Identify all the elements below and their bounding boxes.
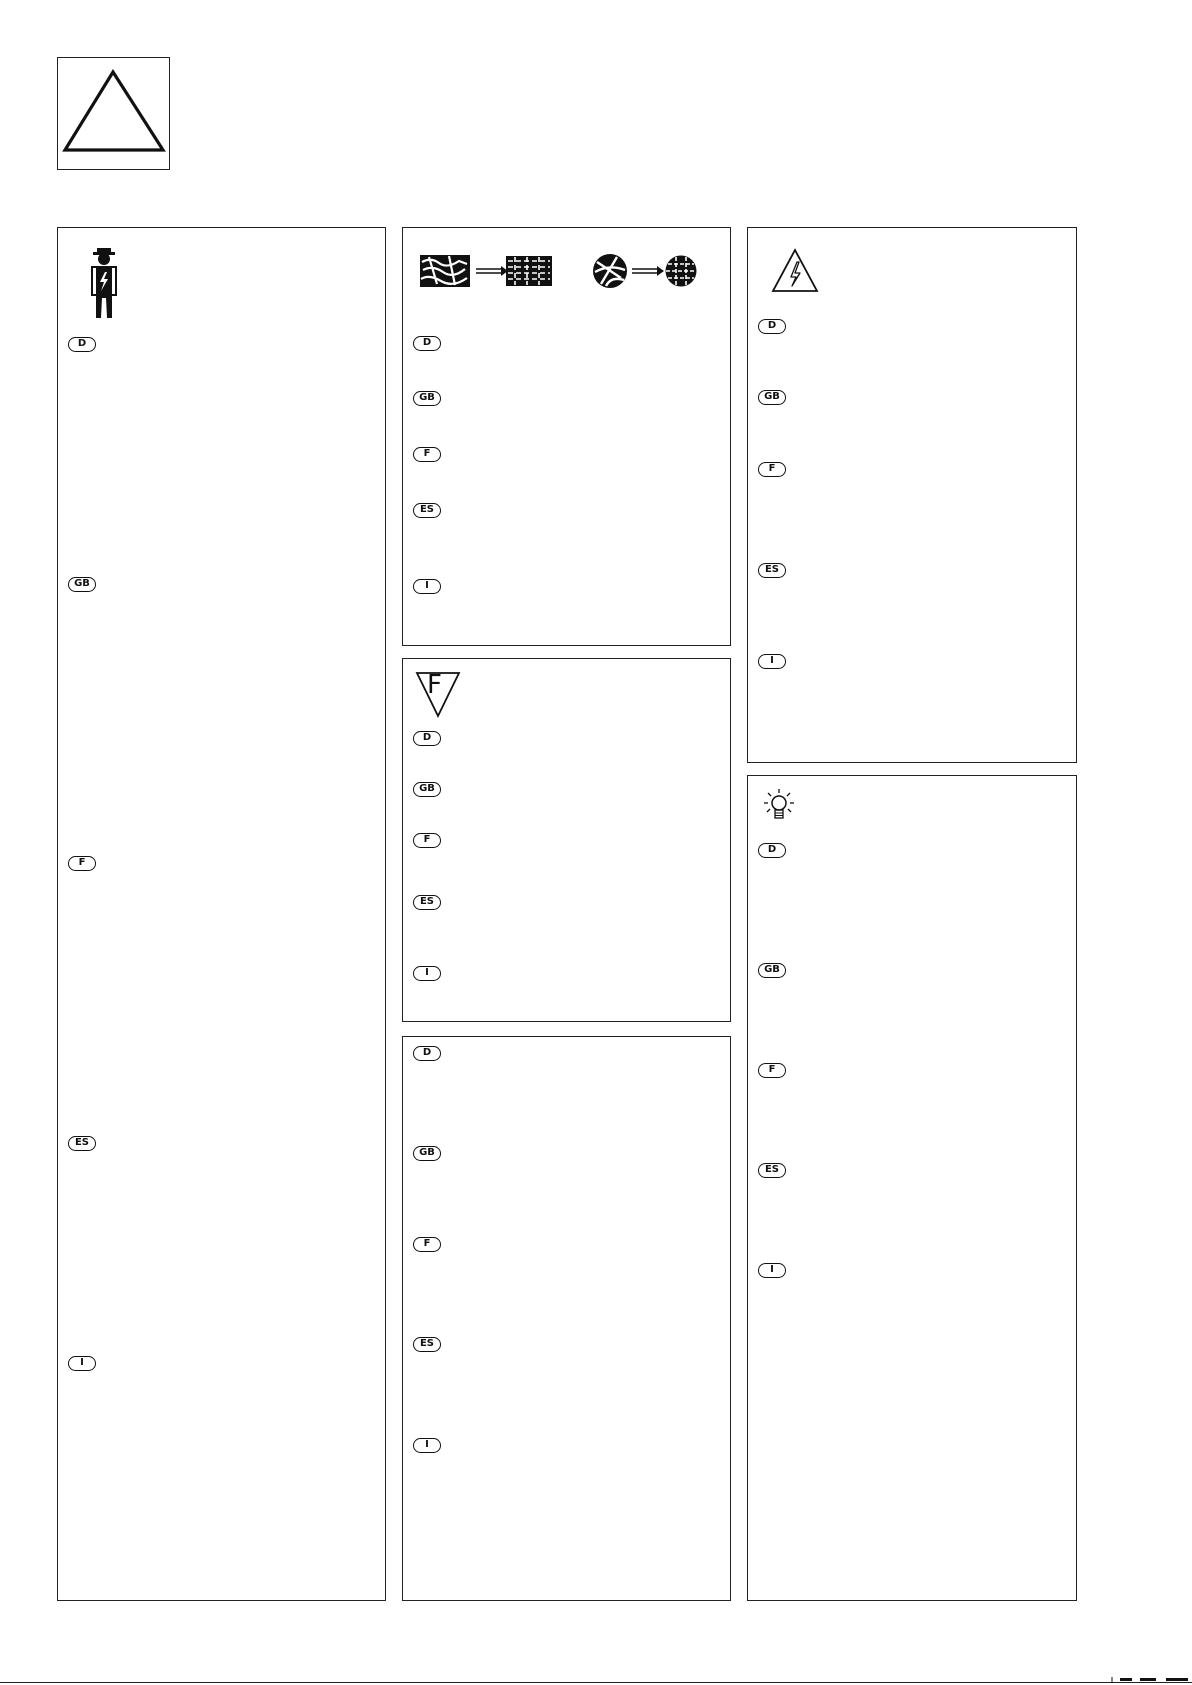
language-badge-i: I <box>68 1356 96 1371</box>
language-badge-gb: GB <box>758 390 786 405</box>
language-badge-d: D <box>758 843 786 858</box>
arrow-right-icon <box>475 266 509 276</box>
language-badge-es: ES <box>413 503 441 518</box>
language-badge-gb: GB <box>758 963 786 978</box>
language-badge-f: F <box>413 833 441 848</box>
language-badge-d: D <box>68 337 96 352</box>
lightbulb-icon <box>762 788 796 824</box>
shredded-disc-icon <box>591 252 629 290</box>
tip-panel <box>747 775 1077 1601</box>
language-badge-d: D <box>413 1046 441 1061</box>
materials-panel <box>402 227 731 646</box>
language-badge-i: I <box>413 966 441 981</box>
language-badge-i: I <box>413 1438 441 1453</box>
language-badge-es: ES <box>68 1136 96 1151</box>
language-badge-i: I <box>758 1263 786 1278</box>
language-badge-f: F <box>758 1063 786 1078</box>
shredded-sheet-icon <box>419 254 471 288</box>
arrow-right-icon <box>631 266 665 276</box>
electric-hazard-panel <box>747 227 1077 763</box>
plain-language-panel <box>402 1036 731 1601</box>
language-badge-es: ES <box>413 895 441 910</box>
high-voltage-warning-icon <box>770 247 820 295</box>
language-badge-gb: GB <box>68 577 96 592</box>
language-badge-f: F <box>758 462 786 477</box>
language-badge-d: D <box>413 336 441 351</box>
language-badge-d: D <box>413 731 441 746</box>
language-badge-f: F <box>68 856 96 871</box>
language-badge-es: ES <box>413 1337 441 1352</box>
language-badge-gb: GB <box>413 1146 441 1161</box>
compacted-disc-icon <box>664 254 698 288</box>
crop-marks-icon <box>1110 1675 1192 1685</box>
language-badge-f: F <box>413 447 441 462</box>
language-badge-i: I <box>413 579 441 594</box>
footer-rule <box>0 1682 1192 1683</box>
language-badge-gb: GB <box>413 391 441 406</box>
electrician-figure-icon <box>84 246 124 322</box>
compacted-sheet-icon <box>505 255 553 287</box>
f-symbol-panel <box>402 658 731 1022</box>
f-symbol-letter: F <box>427 670 442 700</box>
warning-triangle-icon <box>57 57 170 170</box>
warning-box <box>57 57 170 170</box>
electrician-panel <box>57 227 386 1601</box>
language-badge-i: I <box>758 654 786 669</box>
language-badge-d: D <box>758 319 786 334</box>
language-badge-f: F <box>413 1237 441 1252</box>
language-badge-es: ES <box>758 1163 786 1178</box>
language-badge-es: ES <box>758 563 786 578</box>
language-badge-gb: GB <box>413 782 441 797</box>
